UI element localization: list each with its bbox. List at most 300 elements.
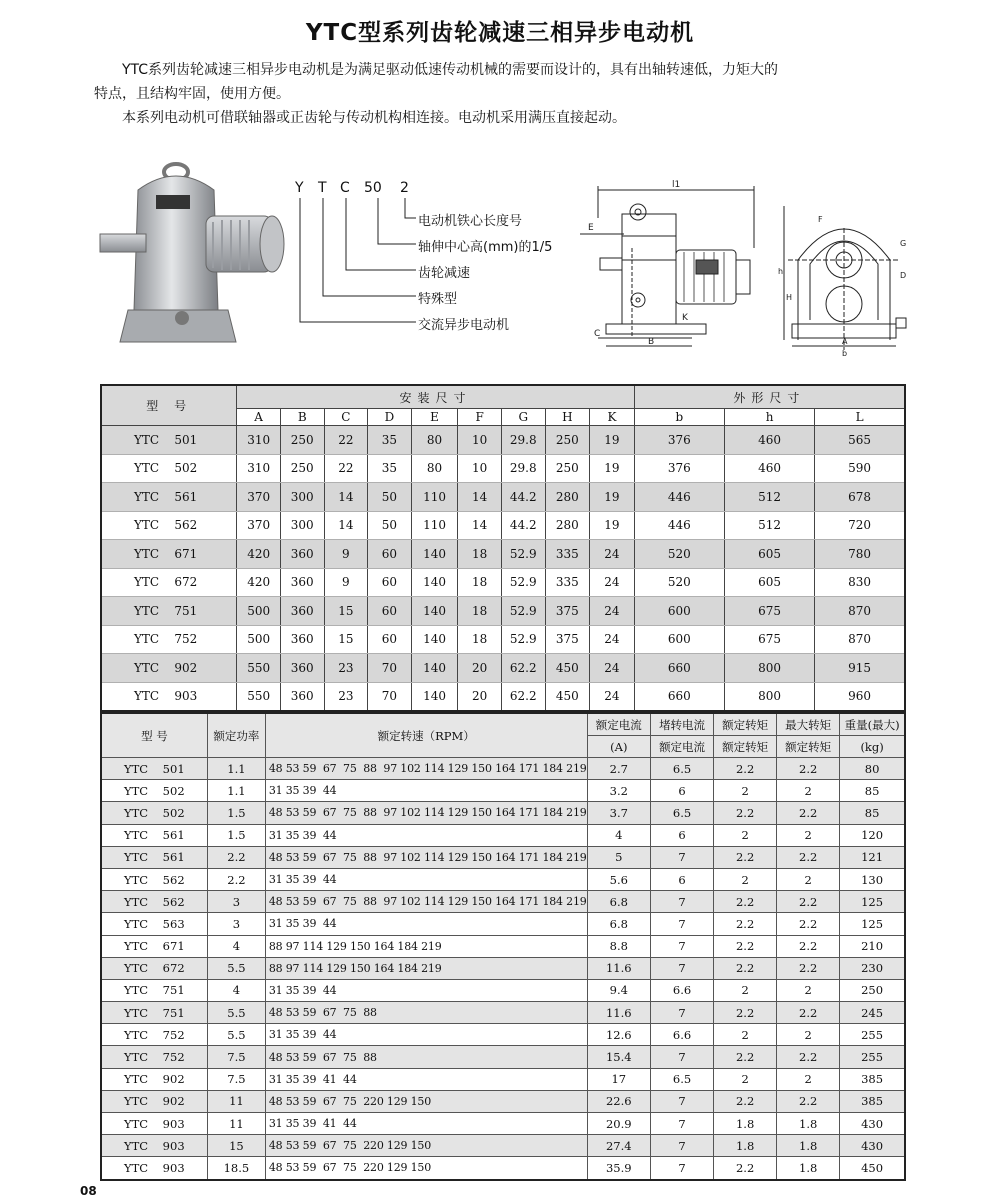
power-cell: 1.1	[207, 758, 265, 780]
speed-cell: 48 53 59 67 75 88 97 102 114 129 150 164 171 184 219	[265, 846, 587, 868]
value-cell: 520	[634, 540, 724, 569]
locked-cell: 7	[651, 957, 714, 979]
perf-header-locked-1: 堵转电流	[651, 713, 714, 736]
maxtorque-cell: 2	[777, 780, 840, 802]
table-row	[101, 846, 905, 868]
power-cell: 18.5	[207, 1157, 265, 1180]
value-cell: 300	[280, 511, 324, 540]
current-cell: 9.4	[587, 979, 651, 1001]
current-cell: 2.7	[587, 758, 651, 780]
perf-header-weight-1: 重量(最大)	[840, 713, 905, 736]
dim-col-header: A	[237, 409, 281, 426]
table-row	[101, 454, 905, 483]
value-cell: 335	[545, 568, 590, 597]
speed-cell: 31 35 39 44	[265, 1024, 587, 1046]
model-cell: YTC 501	[101, 758, 207, 780]
power-cell: 1.5	[207, 824, 265, 846]
maxtorque-cell: 2.2	[777, 1046, 840, 1068]
value-cell: 24	[590, 625, 635, 654]
value-cell: 9	[324, 568, 368, 597]
speed-cell: 48 53 59 67 75 88 97 102 114 129 150 164 171 184 219	[265, 758, 587, 780]
value-cell: 35	[368, 454, 412, 483]
value-cell: 960	[815, 682, 905, 711]
value-cell: 19	[590, 454, 635, 483]
value-cell: 660	[634, 654, 724, 683]
table-row	[101, 824, 905, 846]
table-row	[101, 1090, 905, 1112]
value-cell: 600	[634, 625, 724, 654]
value-cell: 512	[724, 511, 814, 540]
speed-cell: 31 35 39 41 44	[265, 1113, 587, 1135]
current-cell: 15.4	[587, 1046, 651, 1068]
current-cell: 22.6	[587, 1090, 651, 1112]
current-cell: 11.6	[587, 1002, 651, 1024]
value-cell: 675	[724, 625, 814, 654]
table-row	[101, 540, 905, 569]
label-b: B	[648, 337, 655, 347]
power-cell: 1.1	[207, 780, 265, 802]
table-row	[101, 913, 905, 935]
maxtorque-cell: 2.2	[777, 802, 840, 824]
power-cell: 3	[207, 913, 265, 935]
model-cell: YTC 903	[101, 682, 237, 711]
code-label-shaft-height: 轴伸中心高(mm)的1/5	[418, 240, 553, 255]
torque-cell: 2.2	[714, 1002, 777, 1024]
intro-text	[94, 58, 914, 130]
torque-cell: 2	[714, 1024, 777, 1046]
label-h: H	[786, 293, 793, 302]
torque-cell: 2.2	[714, 891, 777, 913]
value-cell: 10	[458, 454, 502, 483]
code-letter-t: T	[318, 180, 327, 196]
value-cell: 915	[815, 654, 905, 683]
value-cell: 375	[545, 597, 590, 626]
code-letter-2: 2	[400, 180, 409, 196]
weight-cell: 255	[840, 1046, 905, 1068]
model-cell: YTC 671	[101, 935, 207, 957]
value-cell: 870	[815, 597, 905, 626]
dim-col-header: D	[368, 409, 412, 426]
locked-cell: 7	[651, 1113, 714, 1135]
value-cell: 720	[815, 511, 905, 540]
locked-cell: 6.6	[651, 979, 714, 1001]
value-cell: 420	[237, 540, 281, 569]
motor-photo	[98, 150, 288, 350]
label-f: F	[818, 215, 823, 224]
value-cell: 370	[237, 483, 281, 512]
current-cell: 6.8	[587, 913, 651, 935]
value-cell: 280	[545, 483, 590, 512]
weight-cell: 120	[840, 824, 905, 846]
power-cell: 1.5	[207, 802, 265, 824]
value-cell: 310	[237, 426, 281, 455]
table-row	[101, 802, 905, 824]
maxtorque-cell: 2	[777, 979, 840, 1001]
maxtorque-cell: 1.8	[777, 1157, 840, 1180]
locked-cell: 6.5	[651, 758, 714, 780]
torque-cell: 1.8	[714, 1113, 777, 1135]
code-letter-50: 50	[364, 180, 382, 196]
maxtorque-cell: 2.2	[777, 1002, 840, 1024]
torque-cell: 2	[714, 1068, 777, 1090]
current-cell: 5.6	[587, 868, 651, 890]
weight-cell: 125	[840, 891, 905, 913]
value-cell: 376	[634, 454, 724, 483]
current-cell: 35.9	[587, 1157, 651, 1180]
torque-cell: 2.2	[714, 935, 777, 957]
maxtorque-cell: 2	[777, 824, 840, 846]
current-cell: 5	[587, 846, 651, 868]
value-cell: 60	[368, 625, 412, 654]
power-cell: 7.5	[207, 1068, 265, 1090]
value-cell: 310	[237, 454, 281, 483]
value-cell: 50	[368, 511, 412, 540]
perf-header-speed: 额定转速（RPM）	[265, 713, 587, 758]
value-cell: 450	[545, 654, 590, 683]
value-cell: 800	[724, 682, 814, 711]
value-cell: 460	[724, 454, 814, 483]
value-cell: 360	[280, 682, 324, 711]
speed-cell: 48 53 59 67 75 220 129 150	[265, 1090, 587, 1112]
table-row	[101, 957, 905, 979]
speed-cell: 88 97 114 129 150 164 184 219	[265, 935, 587, 957]
table-row	[101, 1024, 905, 1046]
weight-cell: 250	[840, 979, 905, 1001]
value-cell: 280	[545, 511, 590, 540]
value-cell: 23	[324, 682, 368, 711]
value-cell: 360	[280, 597, 324, 626]
model-cell: YTC 902	[101, 1068, 207, 1090]
value-cell: 60	[368, 568, 412, 597]
value-cell: 600	[634, 597, 724, 626]
table-row	[101, 891, 905, 913]
model-cell: YTC 672	[101, 957, 207, 979]
value-cell: 512	[724, 483, 814, 512]
current-cell: 17	[587, 1068, 651, 1090]
perf-header-maxtorque-1: 最大转矩	[777, 713, 840, 736]
weight-cell: 385	[840, 1090, 905, 1112]
speed-cell: 48 53 59 67 75 88 97 102 114 129 150 164 171 184 219	[265, 802, 587, 824]
model-cell: YTC 501	[101, 426, 237, 455]
power-cell: 4	[207, 935, 265, 957]
value-cell: 660	[634, 682, 724, 711]
value-cell: 19	[590, 511, 635, 540]
power-cell: 11	[207, 1113, 265, 1135]
torque-cell: 2.2	[714, 1046, 777, 1068]
locked-cell: 6.5	[651, 802, 714, 824]
current-cell: 3.2	[587, 780, 651, 802]
value-cell: 140	[411, 625, 458, 654]
locked-cell: 6.5	[651, 1068, 714, 1090]
model-cell: YTC 752	[101, 1046, 207, 1068]
value-cell: 110	[411, 483, 458, 512]
value-cell: 20	[458, 682, 502, 711]
value-cell: 80	[411, 454, 458, 483]
table-row	[101, 1113, 905, 1135]
perf-header-model: 型 号	[101, 713, 207, 758]
intro-line-2: 特点，且结构牢固，使用方便。	[94, 86, 290, 102]
power-cell: 7.5	[207, 1046, 265, 1068]
model-cell: YTC 751	[101, 1002, 207, 1024]
value-cell: 870	[815, 625, 905, 654]
code-letter-y: Y	[295, 180, 304, 196]
value-cell: 80	[411, 426, 458, 455]
front-view-drawing	[778, 200, 914, 360]
value-cell: 550	[237, 654, 281, 683]
table-row	[101, 935, 905, 957]
value-cell: 360	[280, 654, 324, 683]
torque-cell: 2.2	[714, 802, 777, 824]
page-number: 08	[80, 1184, 97, 1198]
table-row	[101, 979, 905, 1001]
value-cell: 29.8	[501, 454, 545, 483]
speed-cell: 48 53 59 67 75 88	[265, 1046, 587, 1068]
value-cell: 60	[368, 597, 412, 626]
speed-cell: 48 53 59 67 75 88 97 102 114 129 150 164 171 184 219	[265, 891, 587, 913]
label-g: G	[900, 239, 907, 248]
locked-cell: 7	[651, 913, 714, 935]
locked-cell: 7	[651, 1157, 714, 1180]
model-cell: YTC 672	[101, 568, 237, 597]
page-title: YTC型系列齿轮减速三相异步电动机	[305, 20, 695, 46]
maxtorque-cell: 2	[777, 1024, 840, 1046]
code-letter-c: C	[340, 180, 350, 196]
maxtorque-cell: 1.8	[777, 1113, 840, 1135]
value-cell: 10	[458, 426, 502, 455]
perf-header-torque-1: 额定转矩	[714, 713, 777, 736]
value-cell: 360	[280, 568, 324, 597]
header-outline-dims: 外形尺寸	[634, 385, 905, 409]
value-cell: 70	[368, 682, 412, 711]
value-cell: 550	[237, 682, 281, 711]
value-cell: 250	[545, 454, 590, 483]
value-cell: 18	[458, 540, 502, 569]
value-cell: 605	[724, 540, 814, 569]
table-row	[101, 1157, 905, 1180]
speed-cell: 31 35 39 44	[265, 824, 587, 846]
table-row	[101, 1068, 905, 1090]
value-cell: 800	[724, 654, 814, 683]
value-cell: 780	[815, 540, 905, 569]
label-e: E	[588, 223, 594, 233]
value-cell: 830	[815, 568, 905, 597]
torque-cell: 2.2	[714, 1090, 777, 1112]
code-label-special-type: 特殊型	[418, 292, 458, 307]
locked-cell: 6	[651, 868, 714, 890]
dim-col-header: F	[458, 409, 502, 426]
dim-col-header: E	[411, 409, 458, 426]
weight-cell: 210	[840, 935, 905, 957]
locked-cell: 6.6	[651, 1024, 714, 1046]
model-cell: YTC 561	[101, 824, 207, 846]
model-cell: YTC 903	[101, 1135, 207, 1157]
dim-col-header: L	[815, 409, 905, 426]
maxtorque-cell: 2.2	[777, 891, 840, 913]
value-cell: 678	[815, 483, 905, 512]
weight-cell: 450	[840, 1157, 905, 1180]
value-cell: 14	[458, 483, 502, 512]
value-cell: 15	[324, 597, 368, 626]
value-cell: 62.2	[501, 682, 545, 711]
weight-cell: 385	[840, 1068, 905, 1090]
model-cell: YTC 752	[101, 1024, 207, 1046]
value-cell: 52.9	[501, 540, 545, 569]
value-cell: 250	[545, 426, 590, 455]
locked-cell: 7	[651, 891, 714, 913]
model-cell: YTC 902	[101, 654, 237, 683]
label-b-small: b	[842, 349, 848, 358]
model-cell: YTC 751	[101, 979, 207, 1001]
weight-cell: 245	[840, 1002, 905, 1024]
dim-col-header: B	[280, 409, 324, 426]
speed-cell: 31 35 39 44	[265, 979, 587, 1001]
model-cell: YTC 751	[101, 597, 237, 626]
maxtorque-cell: 2	[777, 1068, 840, 1090]
power-cell: 11	[207, 1090, 265, 1112]
value-cell: 44.2	[501, 483, 545, 512]
value-cell: 605	[724, 568, 814, 597]
value-cell: 24	[590, 568, 635, 597]
torque-cell: 2.2	[714, 758, 777, 780]
torque-cell: 2	[714, 780, 777, 802]
torque-cell: 2.2	[714, 1157, 777, 1180]
side-view-drawing	[576, 178, 766, 350]
label-h-small: h	[778, 267, 784, 276]
table-row	[101, 511, 905, 540]
locked-cell: 6	[651, 824, 714, 846]
model-cell: YTC 562	[101, 891, 207, 913]
power-cell: 5.5	[207, 1024, 265, 1046]
weight-cell: 255	[840, 1024, 905, 1046]
performance-table	[100, 712, 906, 1181]
value-cell: 19	[590, 483, 635, 512]
value-cell: 140	[411, 568, 458, 597]
code-label-gear-reduction: 齿轮减速	[418, 266, 471, 281]
locked-cell: 7	[651, 1002, 714, 1024]
torque-cell: 2.2	[714, 957, 777, 979]
weight-cell: 130	[840, 868, 905, 890]
label-d: D	[900, 271, 907, 280]
value-cell: 140	[411, 597, 458, 626]
dim-col-header: H	[545, 409, 590, 426]
value-cell: 420	[237, 568, 281, 597]
value-cell: 24	[590, 540, 635, 569]
value-cell: 140	[411, 654, 458, 683]
weight-cell: 85	[840, 780, 905, 802]
label-c: C	[594, 329, 601, 339]
model-cell: YTC 902	[101, 1090, 207, 1112]
value-cell: 9	[324, 540, 368, 569]
weight-cell: 121	[840, 846, 905, 868]
table-row	[101, 654, 905, 683]
locked-cell: 7	[651, 1135, 714, 1157]
current-cell: 6.8	[587, 891, 651, 913]
table-row	[101, 868, 905, 890]
model-cell: YTC 502	[101, 454, 237, 483]
power-cell: 5.5	[207, 1002, 265, 1024]
dim-col-header: G	[501, 409, 545, 426]
dim-col-header: b	[634, 409, 724, 426]
value-cell: 18	[458, 625, 502, 654]
dim-col-header: h	[724, 409, 814, 426]
value-cell: 52.9	[501, 597, 545, 626]
speed-cell: 48 53 59 67 75 220 129 150	[265, 1135, 587, 1157]
current-cell: 20.9	[587, 1113, 651, 1135]
value-cell: 335	[545, 540, 590, 569]
value-cell: 460	[724, 426, 814, 455]
current-cell: 8.8	[587, 935, 651, 957]
value-cell: 140	[411, 682, 458, 711]
speed-cell: 31 35 39 44	[265, 913, 587, 935]
perf-header-power: 额定功率	[207, 713, 265, 758]
torque-cell: 2.2	[714, 846, 777, 868]
value-cell: 44.2	[501, 511, 545, 540]
table-row	[101, 483, 905, 512]
maxtorque-cell: 2.2	[777, 935, 840, 957]
table-row	[101, 1135, 905, 1157]
torque-cell: 2.2	[714, 913, 777, 935]
value-cell: 375	[545, 625, 590, 654]
current-cell: 3.7	[587, 802, 651, 824]
power-cell: 2.2	[207, 868, 265, 890]
header-model: 型 号	[101, 385, 237, 426]
value-cell: 675	[724, 597, 814, 626]
speed-cell: 31 35 39 41 44	[265, 1068, 587, 1090]
dimension-table	[100, 384, 906, 712]
table-row	[101, 1002, 905, 1024]
power-cell: 2.2	[207, 846, 265, 868]
torque-cell: 2	[714, 868, 777, 890]
label-k: K	[682, 313, 688, 323]
power-cell: 4	[207, 979, 265, 1001]
value-cell: 450	[545, 682, 590, 711]
value-cell: 250	[280, 454, 324, 483]
maxtorque-cell: 1.8	[777, 1135, 840, 1157]
table-row	[101, 426, 905, 455]
value-cell: 22	[324, 426, 368, 455]
value-cell: 20	[458, 654, 502, 683]
torque-cell: 2	[714, 824, 777, 846]
intro-line-1: YTC系列齿轮减速三相异步电动机是为满足驱动低速传动机械的需要而设计的，具有出轴转速低，力矩大的	[122, 62, 779, 78]
perf-header-maxtorque-2: 额定转矩	[777, 736, 840, 758]
value-cell: 140	[411, 540, 458, 569]
value-cell: 14	[324, 511, 368, 540]
intro-line-3: 本系列电动机可借联轴器或正齿轮与传动机构相连接。电动机采用满压直接起动。	[122, 110, 626, 126]
value-cell: 370	[237, 511, 281, 540]
model-cell: YTC 562	[101, 511, 237, 540]
speed-cell: 31 35 39 44	[265, 868, 587, 890]
value-cell: 565	[815, 426, 905, 455]
maxtorque-cell: 2.2	[777, 1090, 840, 1112]
value-cell: 24	[590, 654, 635, 683]
current-cell: 11.6	[587, 957, 651, 979]
perf-header-weight-2: (kg)	[840, 736, 905, 758]
value-cell: 52.9	[501, 625, 545, 654]
value-cell: 376	[634, 426, 724, 455]
model-code-diagram	[292, 180, 553, 340]
value-cell: 35	[368, 426, 412, 455]
weight-cell: 125	[840, 913, 905, 935]
value-cell: 500	[237, 597, 281, 626]
value-cell: 18	[458, 597, 502, 626]
label-l1: l1	[672, 180, 681, 190]
value-cell: 446	[634, 511, 724, 540]
weight-cell: 85	[840, 802, 905, 824]
value-cell: 590	[815, 454, 905, 483]
value-cell: 62.2	[501, 654, 545, 683]
torque-cell: 1.8	[714, 1135, 777, 1157]
dim-col-header: K	[590, 409, 635, 426]
